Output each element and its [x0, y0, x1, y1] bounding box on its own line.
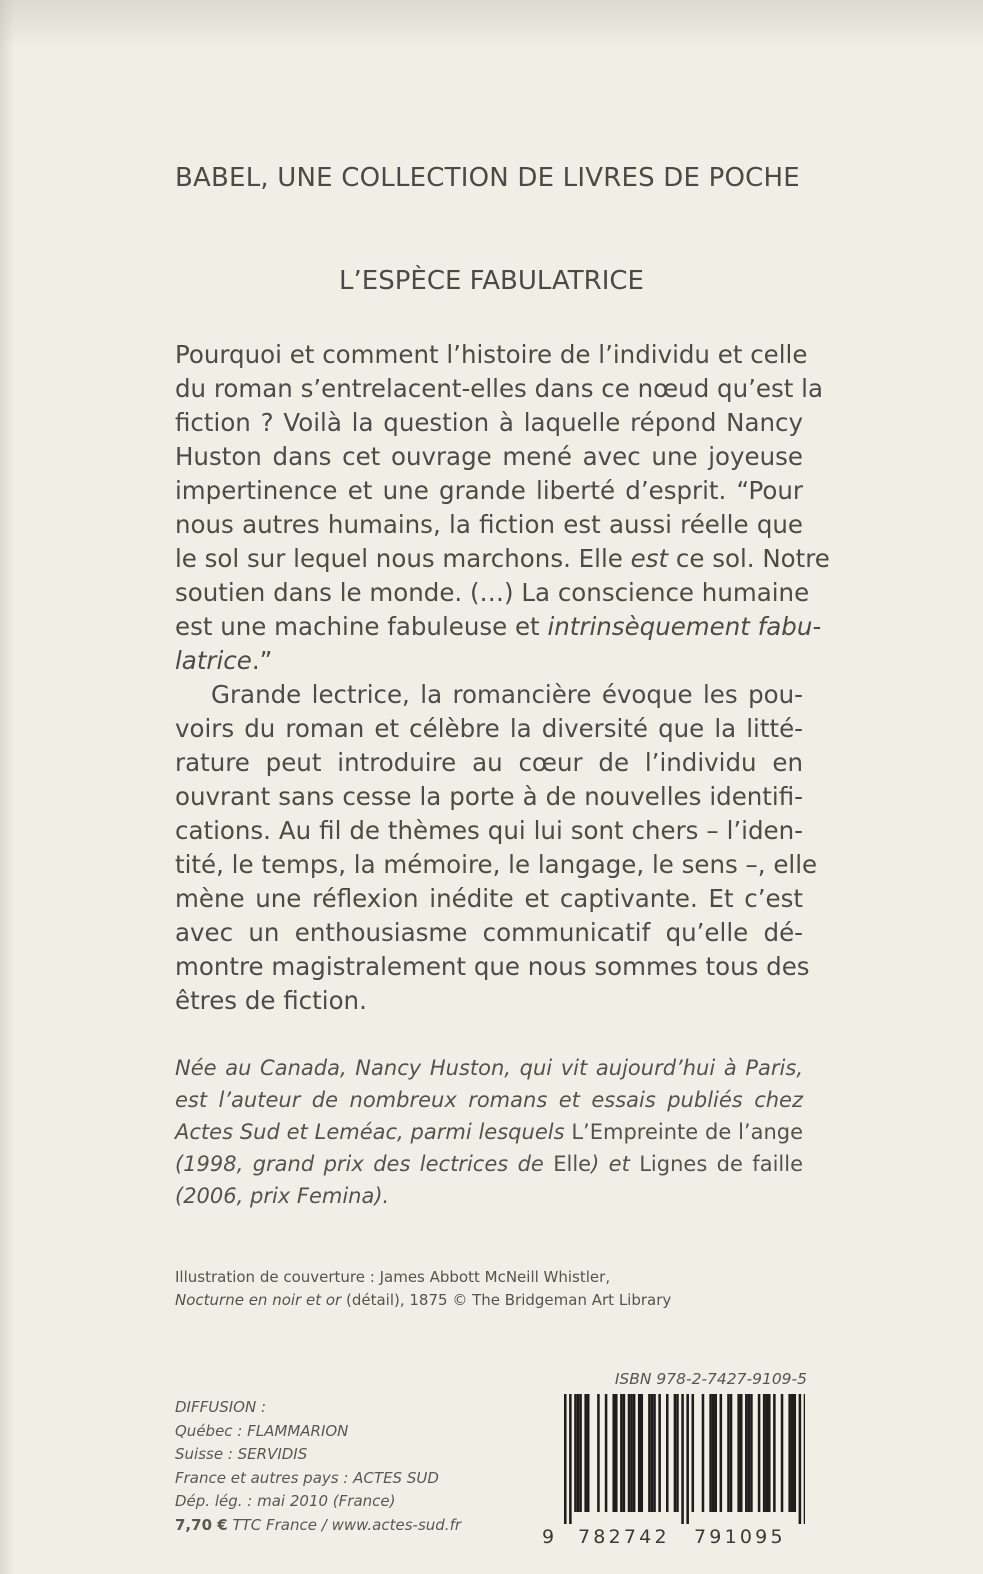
summary-line: montre magistralement que nous sommes tous des: [175, 952, 810, 981]
barcode-bar: [714, 1394, 717, 1512]
bio-fragment: Actes Sud et Leméac, parmi lesquels: [175, 1120, 572, 1144]
barcode-bar: [727, 1394, 730, 1512]
summary-line: voirs du roman et célèbre la diversité que la litté-: [175, 714, 803, 743]
left-shadow: [0, 0, 14, 1574]
author-bio: [175, 1052, 803, 1212]
barcode-right-group: 791095: [694, 1526, 786, 1548]
bio-fragment: ) et: [591, 1152, 640, 1176]
legal-deposit: Dép. lég. : mai 2010 (France): [175, 1492, 396, 1510]
barcode-left-group: 782742: [578, 1526, 670, 1548]
barcode-bar: [638, 1394, 641, 1512]
credits-line: Illustration de couverture : James Abbott McNeill Whistler,: [175, 1268, 611, 1286]
barcode-bar: [702, 1394, 705, 1512]
barcode-bar: [587, 1394, 590, 1512]
barcode-bar: [620, 1394, 623, 1512]
barcode-bar: [597, 1394, 600, 1512]
barcode-bar: [730, 1394, 733, 1512]
summary-line: Huston dans cet ouvrage mené avec une joyeuse: [175, 442, 803, 471]
barcode-bars: [542, 1392, 805, 1524]
barcode-bar: [765, 1394, 768, 1512]
book-title: L’ESPÈCE FABULATRICE: [339, 266, 644, 296]
barcode-bar: [692, 1394, 695, 1512]
book-reference: Lignes de faille: [639, 1152, 803, 1176]
barcode-bar: [686, 1394, 689, 1524]
barcode-bar: [773, 1394, 776, 1512]
barcode-bar: [584, 1394, 587, 1512]
isbn-number: ISBN 978-2-7427-9109-5: [614, 1370, 807, 1388]
distribution-quebec: Québec : FLAMMARION: [175, 1421, 349, 1440]
barcode-bar: [791, 1394, 794, 1512]
summary-line: tité, le temps, la mémoire, le langage, le sens –, elle: [175, 850, 818, 879]
barcode-bar: [564, 1394, 567, 1524]
summary-fragment: .”: [251, 646, 273, 675]
barcode-bar: [674, 1394, 677, 1512]
barcode-bar: [740, 1394, 743, 1512]
barcode-bar: [804, 1394, 805, 1524]
summary-line: nous autres humains, la fiction est aussi réelle que: [175, 510, 803, 539]
barcode-bar: [615, 1394, 618, 1512]
barcode-bar: [712, 1394, 715, 1512]
book-reference: L’Empreinte de l’ange: [571, 1120, 804, 1144]
summary-fragment: ce sol. Notre: [668, 544, 830, 573]
barcode-bar: [720, 1394, 723, 1512]
summary-line: Grande lectrice, la romancière évoque les pou-: [211, 680, 803, 709]
summary-line: du roman s’entrelacent-elles dans ce nœud qu’est la: [175, 374, 823, 403]
summary-line: êtres de fiction.: [175, 986, 367, 1015]
bio-line: [175, 1116, 803, 1148]
barcode-bar: [628, 1394, 631, 1512]
barcode-bar: [676, 1394, 679, 1512]
barcode-bar: [788, 1394, 791, 1512]
barcode-bar: [763, 1394, 766, 1512]
barcode-bar: [794, 1394, 797, 1512]
barcode-bar: [781, 1394, 784, 1512]
summary-emphasis: intrinsèquement fabu-: [547, 612, 822, 641]
barcode-bar: [709, 1394, 712, 1512]
summary-line: mène une réflexion inédite et captivante. Et c’est: [175, 884, 803, 913]
summary-fragment: le sol sur lequel nous marchons. Elle: [175, 544, 631, 573]
barcode-bar: [653, 1394, 656, 1512]
summary-emphasis: latrice: [175, 646, 252, 675]
barcode-bar: [569, 1394, 572, 1524]
collection-header: BABEL, UNE COLLECTION DE LIVRES DE POCHE: [175, 163, 800, 193]
summary-line: [175, 542, 830, 576]
barcode-bar: [612, 1394, 615, 1512]
cover-credits: [175, 1266, 735, 1312]
bio-line: (2006, prix Femina).: [175, 1184, 390, 1208]
barcode-bar: [758, 1394, 761, 1512]
barcode-bar: [658, 1394, 661, 1512]
price-details: TTC France / www.actes-sud.fr: [227, 1515, 462, 1534]
summary-emphasis: est: [630, 544, 669, 573]
barcode-bar: [577, 1394, 580, 1512]
summary-line: [175, 644, 803, 678]
bio-line: est l’auteur de nombreux romans et essais publiés chez: [175, 1088, 803, 1112]
summary-line: rature peut introduire au cœur de l’individu en: [175, 748, 803, 777]
barcode-bar: [748, 1394, 751, 1512]
summary-line: cations. Au fil de thèmes qui lui sont chers – l’iden-: [175, 816, 803, 845]
distribution-suisse: Suisse : SERVIDIS: [175, 1445, 308, 1463]
barcode-bar: [574, 1394, 577, 1512]
top-shadow: [0, 0, 983, 50]
barcode-bar: [633, 1394, 636, 1512]
barcode-bar: [768, 1394, 771, 1512]
price: 7,70 €: [175, 1515, 228, 1534]
magazine-reference: Elle: [553, 1152, 592, 1176]
bio-fragment: (1998, grand prix des lectrices de: [175, 1152, 554, 1176]
barcode-bar: [623, 1394, 626, 1512]
summary-line: ouvrant sans cesse la porte à de nouvelles identifi-: [175, 782, 803, 811]
barcode-bar: [579, 1394, 582, 1512]
credits-fragment: (détail), 1875 © The Bridgeman Art Library: [341, 1291, 672, 1309]
summary-text: [175, 338, 830, 1018]
summary-line: Pourquoi et comment l’histoire de l’individu et celle: [175, 340, 808, 369]
barcode-bar: [750, 1394, 753, 1512]
barcode-bar: [651, 1394, 654, 1512]
barcode-bar: [681, 1394, 684, 1524]
barcode-bar: [799, 1394, 802, 1524]
credits-line: [175, 1289, 735, 1312]
summary-line: soutien dans le monde. (…) La conscience humaine: [175, 578, 810, 607]
barcode-bar: [630, 1394, 633, 1512]
distribution-france: France et autres pays : ACTES SUD: [175, 1468, 439, 1487]
barcode-first-digit: 9: [542, 1526, 555, 1548]
barcode-bar: [666, 1394, 669, 1512]
bio-line: Née au Canada, Nancy Huston, qui vit aujourd’hui à Paris,: [175, 1056, 803, 1080]
barcode-bar: [648, 1394, 651, 1512]
summary-line: fiction ? Voilà la question à laquelle répond Nancy: [175, 408, 803, 437]
summary-line: impertinence et une grande liberté d’esprit. “Pour: [175, 476, 803, 505]
barcode-bar: [641, 1394, 644, 1512]
barcode-bar: [745, 1394, 748, 1512]
distribution-heading: DIFFUSION :: [175, 1398, 267, 1416]
price-line: [175, 1514, 535, 1538]
summary-fragment: est une machine fabuleuse et: [175, 612, 548, 641]
barcode-bar: [605, 1394, 608, 1512]
distribution-info: [175, 1396, 535, 1537]
barcode-bar: [737, 1394, 740, 1512]
bio-line: [175, 1148, 803, 1180]
barcode: [542, 1392, 805, 1548]
summary-line: avec un enthousiasme communicatif qu’elle dé-: [175, 918, 803, 947]
artwork-title: Nocturne en noir et or: [175, 1291, 342, 1309]
summary-line: [175, 610, 822, 644]
